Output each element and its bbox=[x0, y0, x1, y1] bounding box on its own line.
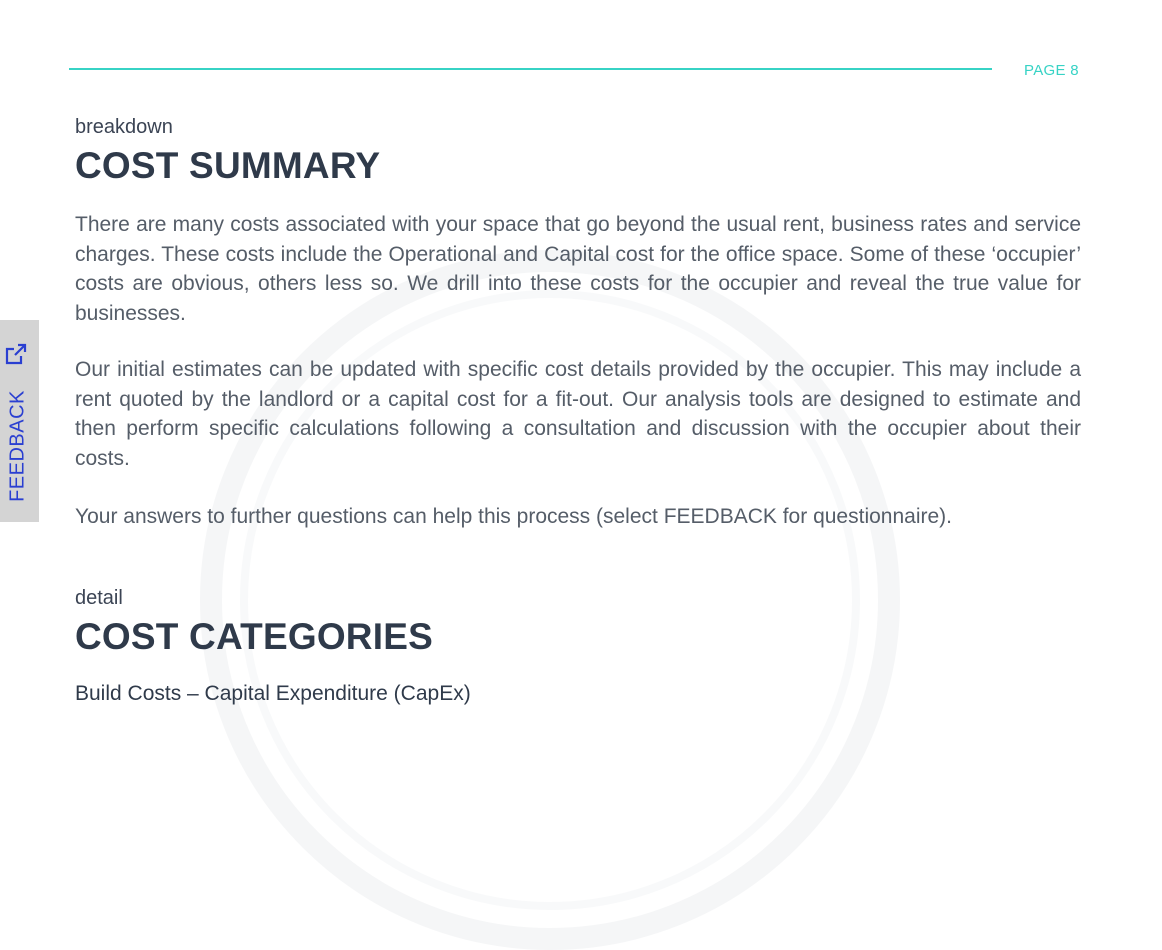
page-number: PAGE 8 bbox=[1024, 62, 1079, 79]
section-kicker-breakdown: breakdown bbox=[75, 116, 173, 138]
external-link-icon bbox=[4, 342, 28, 366]
paragraph-estimates: Our initial estimates can be updated with specific cost details provided by the occupier. This may include a rent quoted by the landlord or a capital cost for a fit-out. Our analysis tools are designed to estimate and then perform specific calculations following a consultation and discussion with the occupier about their costs. bbox=[75, 358, 1081, 470]
paragraph-feedback-note: Your answers to further questions can help this process (select FEEDBACK for questionnaire). bbox=[75, 505, 952, 528]
section-title-cost-summary: COST SUMMARY bbox=[75, 145, 381, 186]
section-title-cost-categories: COST CATEGORIES bbox=[75, 616, 433, 657]
header-rule bbox=[69, 68, 992, 70]
feedback-label: FEEDBACK bbox=[6, 390, 29, 502]
section-kicker-detail: detail bbox=[75, 587, 123, 609]
feedback-tab[interactable] bbox=[0, 320, 39, 522]
paragraph-intro: There are many costs associated with your space that go beyond the usual rent, business rates and service charges. These costs include the Operational and Capital cost for the office space. Some of these ‘occupier’ costs are obvious, others less so. We drill into these costs for the occupier and reveal the true value for businesses. bbox=[75, 213, 1081, 325]
subheading-build-costs: Build Costs – Capital Expenditure (CapEx) bbox=[75, 682, 471, 705]
